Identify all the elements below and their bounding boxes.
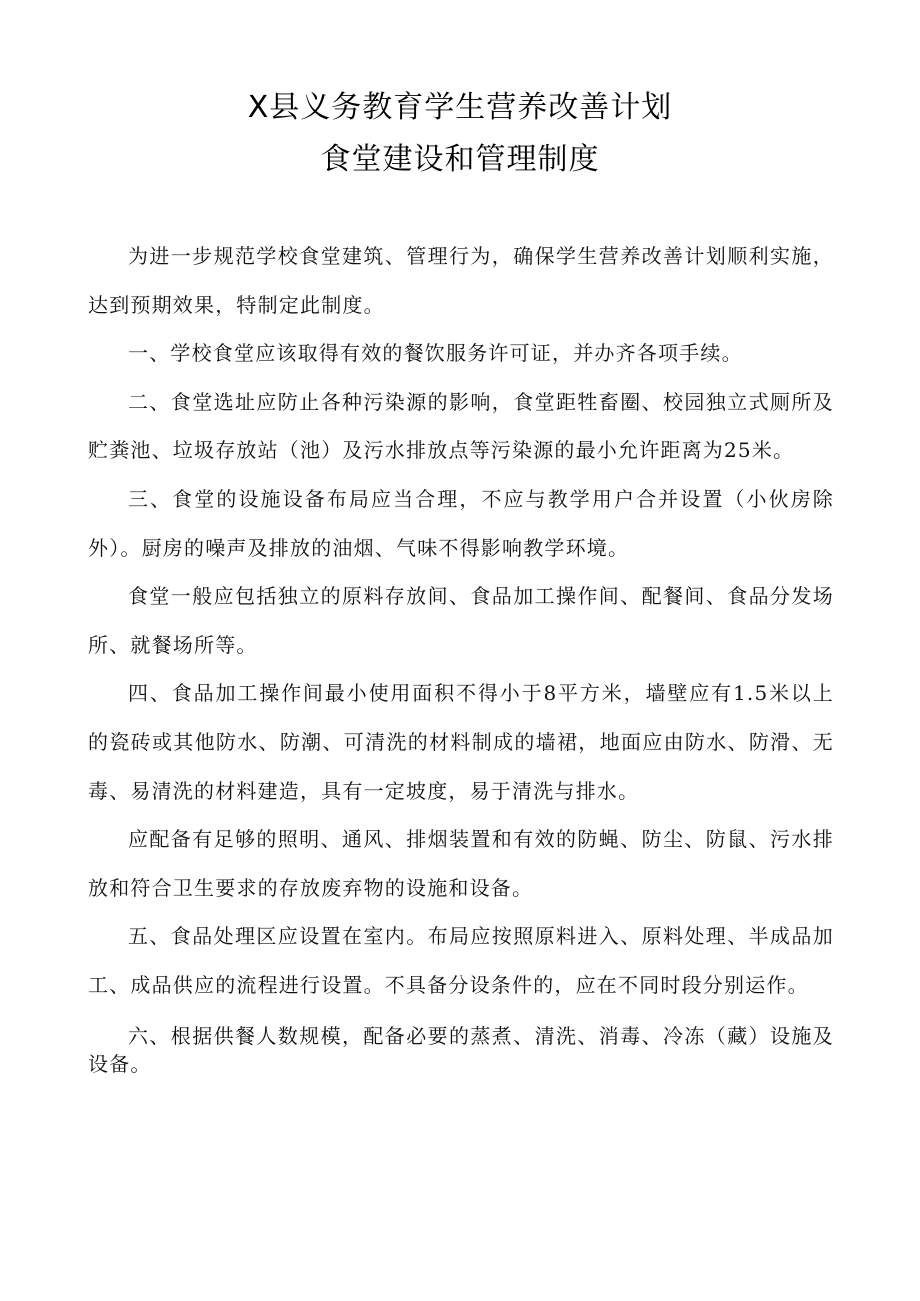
- document-body: [88, 232, 834, 1078]
- paragraph-clause-5: 五、食品处理区应设置在室内。布局应按照原料进入、原料处理、半成品加工、成品供应的流程进行设置。不具备分设条件的，应在不同时段分别运作。: [88, 924, 834, 997]
- paragraph-clause-3: 三、食堂的设施设备布局应当合理，不应与教学用户合并设置（小伙房除外）。厨房的噪声及排放的油烟、气味不得影响教学环境。: [88, 486, 834, 560]
- paragraph-intro: 为进一步规范学校食堂建筑、管理行为，确保学生营养改善计划顺利实施，达到预期效果，特制定此制度。: [88, 244, 834, 317]
- paragraph-clause-2: 二、食堂选址应防止各种污染源的影响，食堂距牲畜圈、校园独立式厕所及贮粪池、垃圾存放站（池）及污水排放点等污染源的最小允许距离为25米。: [88, 389, 834, 463]
- paragraph-clause-4: 四、食品加工操作间最小使用面积不得小于8平方米，墙壁应有1.5米以上的瓷砖或其他防水、防潮、可清洗的材料制成的墙裙，地面应由防水、防滑、无毒、易清洗的材料建造，具有一定坡度，易于清洗与排水。: [88, 681, 834, 803]
- document-title-line-1: X县义务教育学生营养改善计划: [247, 90, 673, 125]
- document-title-line-2: 食堂建设和管理制度: [320, 142, 600, 177]
- paragraph-clause-3-note: 食堂一般应包括独立的原料存放间、食品加工操作间、配餐间、食品分发场所、就餐场所等。: [88, 584, 834, 657]
- paragraph-clause-1: 一、学校食堂应该取得有效的餐饮服务许可证，并办齐各项手续。: [128, 341, 743, 366]
- paragraph-clause-6: 六、根据供餐人数规模，配备必要的蒸煮、清洗、消毒、冷冻（藏）设施及设备。: [88, 1023, 834, 1076]
- paragraph-clause-4-note: 应配备有足够的照明、通风、排烟装置和有效的防蝇、防尘、防鼠、污水排放和符合卫生要求的存放废弃物的设施和设备。: [88, 827, 834, 900]
